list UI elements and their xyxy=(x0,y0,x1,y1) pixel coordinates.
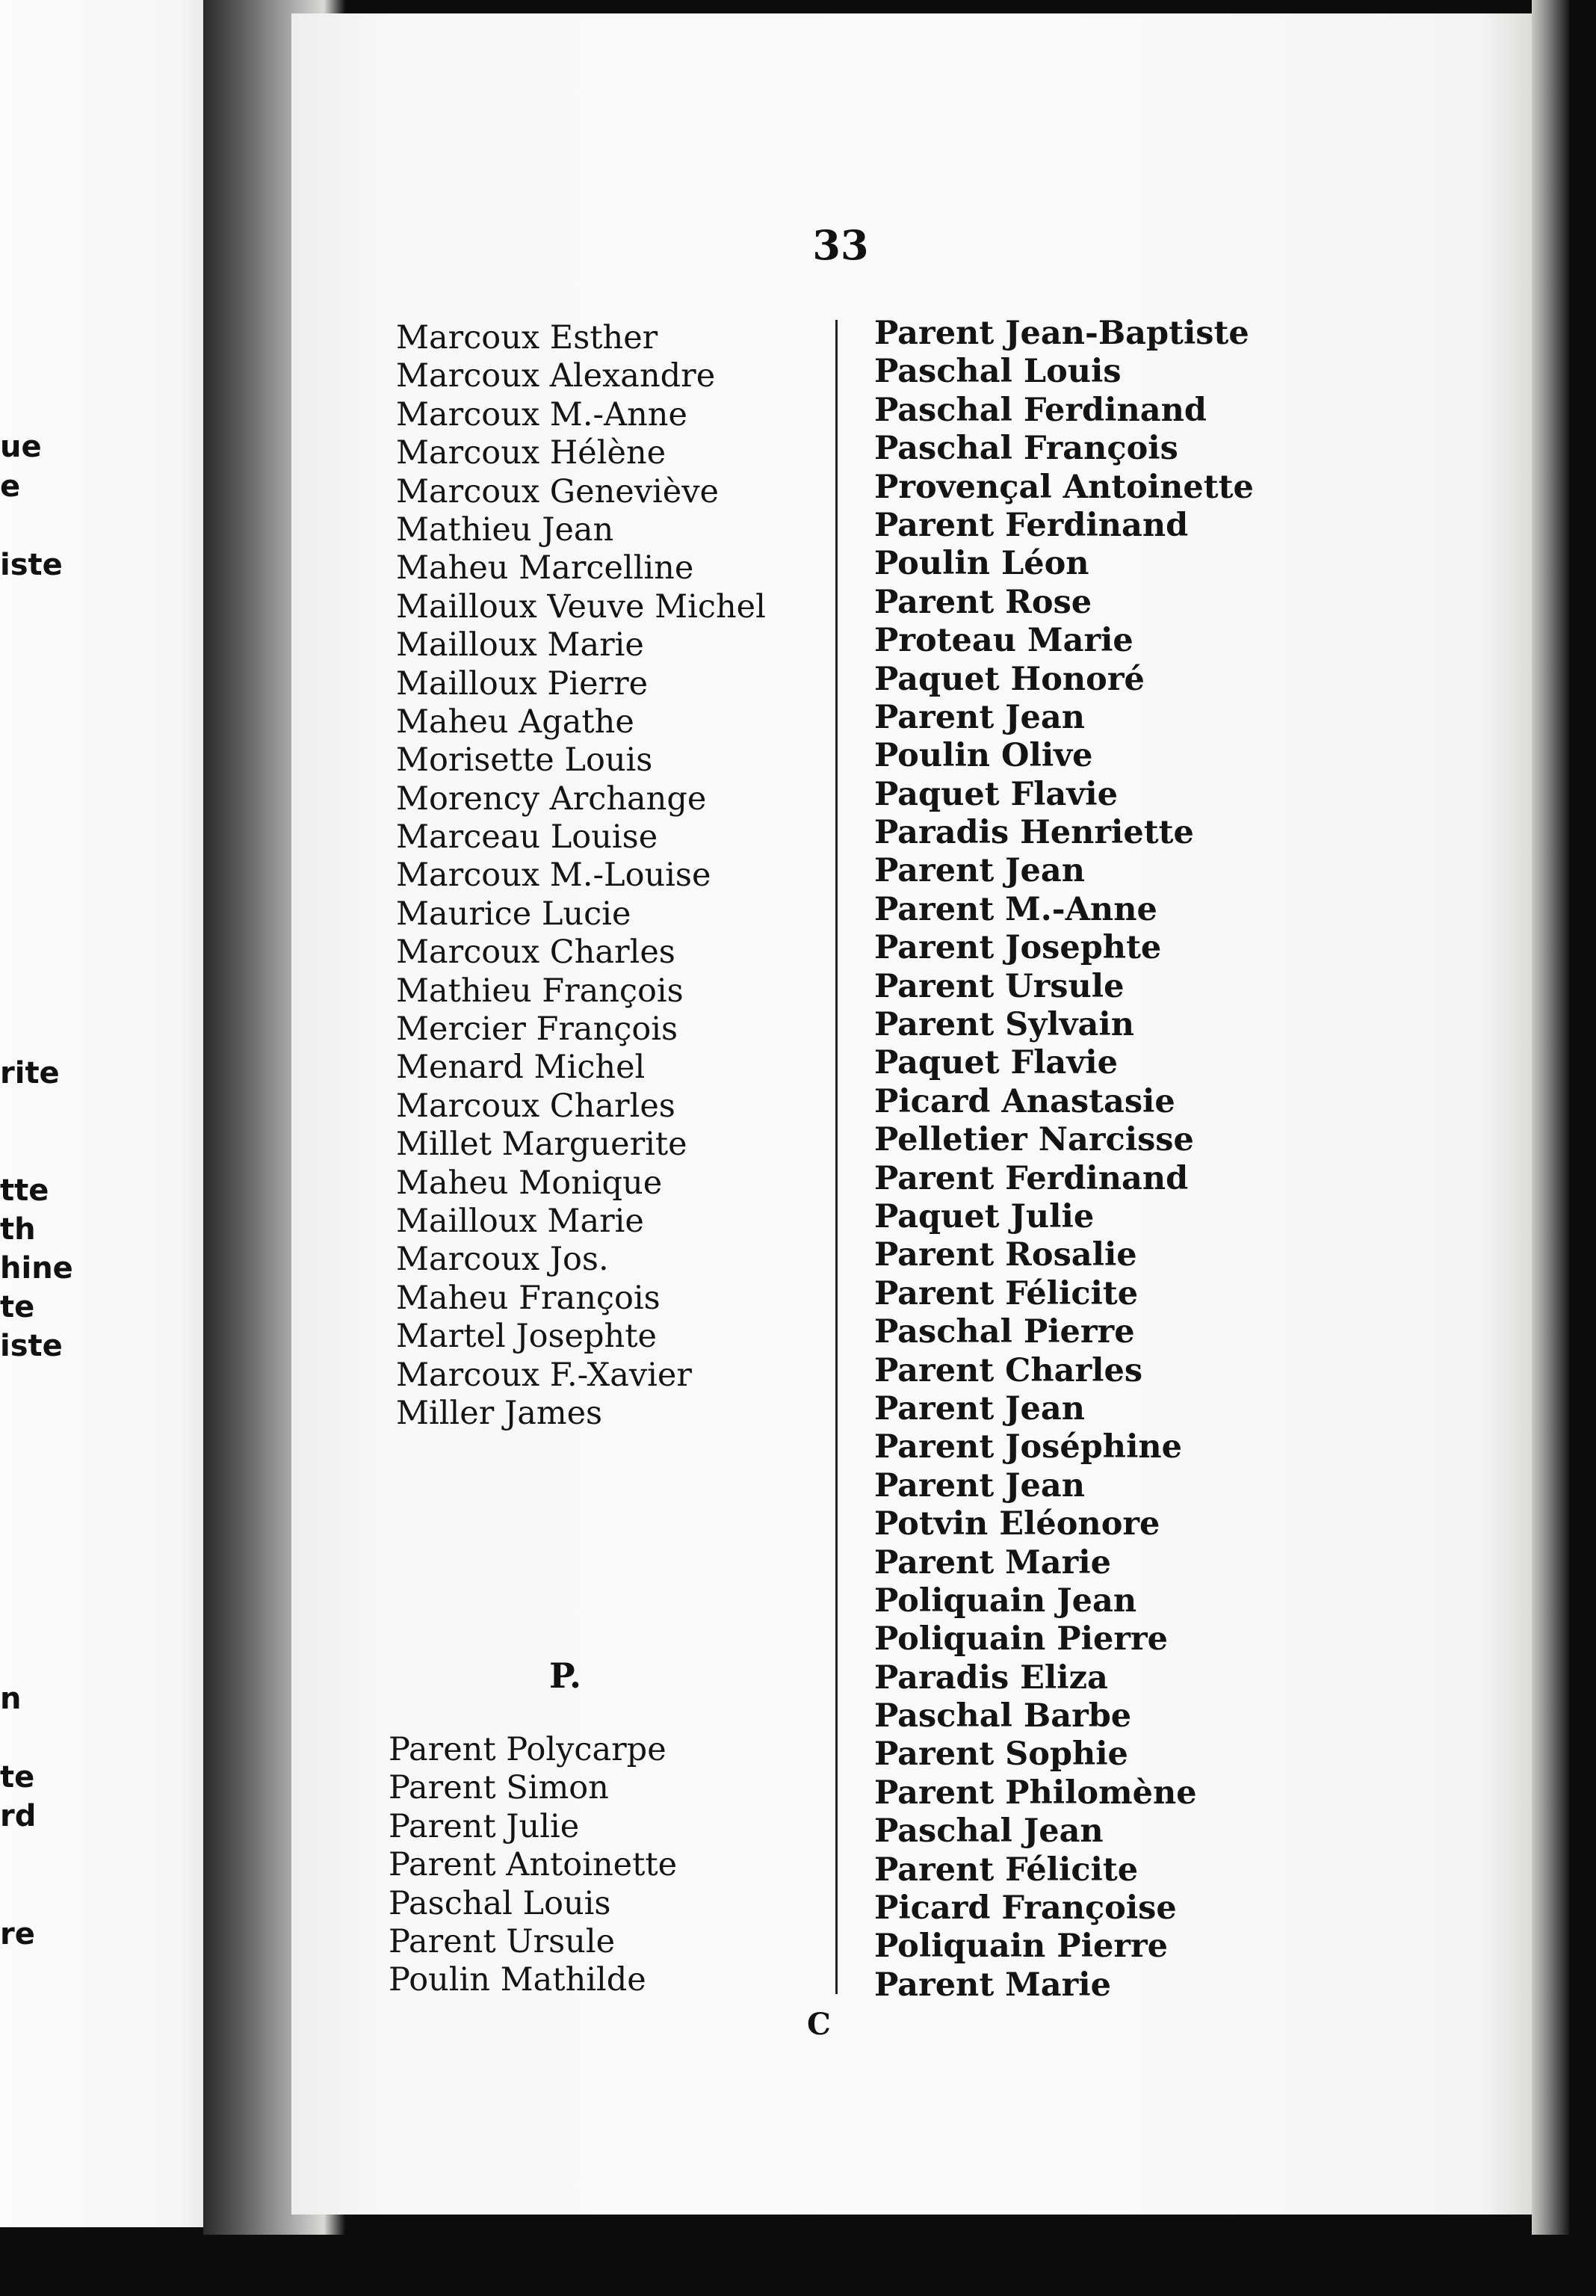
name-entry: Marcoux Hélène xyxy=(396,434,666,472)
name-entry: Morency Archange xyxy=(396,780,707,818)
name-entry: Poliquain Jean xyxy=(874,1581,1137,1620)
name-entry: Mathieu Jean xyxy=(396,510,614,549)
section-heading: P. xyxy=(549,1655,581,1696)
name-entry: Morisette Louis xyxy=(396,741,653,780)
name-entry: Marcoux Geneviève xyxy=(396,472,719,510)
name-list-right xyxy=(874,315,1254,2005)
name-entry: Paschal Jean xyxy=(874,1812,1104,1851)
name-entry: Parent Marie xyxy=(874,1966,1111,2004)
signature-mark: C xyxy=(807,2007,831,2042)
name-entry: Paquet Flavie xyxy=(874,775,1118,813)
name-entry: Mailloux Marie xyxy=(396,1202,644,1240)
fragment-text: ue xyxy=(0,430,42,464)
name-entry: Parent Rose xyxy=(874,583,1092,621)
name-entry: Parent Julie xyxy=(389,1807,580,1845)
name-entry: Paschal Louis xyxy=(389,1884,611,1922)
fragment-text: iste xyxy=(0,548,63,582)
fragment-text: rd xyxy=(0,1799,37,1833)
name-entry: Poulin Léon xyxy=(874,545,1089,583)
name-entry: Parent Simon xyxy=(389,1769,609,1807)
name-entry: Marcoux M.-Anne xyxy=(396,395,687,433)
name-entry: Parent Sophie xyxy=(874,1735,1128,1774)
fragment-text: te xyxy=(0,1760,35,1794)
column-divider xyxy=(835,320,838,1994)
name-entry: Parent Marie xyxy=(874,1543,1111,1581)
name-entry: Maheu Monique xyxy=(396,1164,663,1202)
name-entry: Mailloux Veuve Michel xyxy=(396,587,766,626)
fragment-text: re xyxy=(0,1917,35,1951)
name-entry: Parent Jean xyxy=(874,1466,1085,1505)
name-entry: Parent Ursule xyxy=(389,1922,616,1960)
name-entry: Miller James xyxy=(396,1394,603,1432)
name-entry: Marcoux Alexandre xyxy=(396,357,716,395)
name-entry: Parent Joséphine xyxy=(874,1428,1183,1466)
fragment-text: te xyxy=(0,1290,35,1324)
name-entry: Parent Charles xyxy=(874,1351,1143,1389)
name-entry: Paquet Julie xyxy=(874,1197,1095,1235)
name-entry: Poulin Mathilde xyxy=(389,1961,646,1999)
previous-page xyxy=(0,0,224,2227)
name-entry: Maheu Marcelline xyxy=(396,549,694,587)
name-entry: Parent Josephte xyxy=(874,929,1162,967)
name-entry: Parent Ferdinand xyxy=(874,506,1189,544)
name-entry: Provençal Antoinette xyxy=(874,468,1254,506)
name-entry: Maurice Lucie xyxy=(396,895,631,933)
name-entry: Paschal Pierre xyxy=(874,1313,1135,1351)
name-entry: Paschal François xyxy=(874,430,1178,468)
name-entry: Marcoux M.-Louise xyxy=(396,857,711,895)
name-entry: Parent Ursule xyxy=(874,967,1125,1005)
name-entry: Parent Félicite xyxy=(874,1274,1139,1312)
page-edge-shadow xyxy=(1532,0,1569,2235)
fragment-text: rite xyxy=(0,1056,60,1090)
name-entry: Menard Michel xyxy=(396,1049,646,1087)
name-entry: Millet Marguerite xyxy=(396,1126,687,1164)
name-entry: Paradis Eliza xyxy=(874,1658,1108,1697)
name-entry: Mathieu François xyxy=(396,972,684,1010)
name-entry: Parent Jean xyxy=(874,1389,1085,1428)
name-entry: Poliquain Pierre xyxy=(874,1620,1168,1658)
name-entry: Marcoux Charles xyxy=(396,1087,675,1125)
name-entry: Mailloux Marie xyxy=(396,626,644,664)
fragment-text: n xyxy=(0,1682,22,1716)
name-entry: Maheu François xyxy=(396,1279,661,1317)
fragment-text: e xyxy=(0,469,21,504)
name-list-m xyxy=(396,319,766,1433)
name-entry: Paradis Henriette xyxy=(874,814,1194,852)
name-entry: Poulin Olive xyxy=(874,737,1093,775)
name-entry: Marcoux Charles xyxy=(396,933,675,972)
name-entry: Proteau Marie xyxy=(874,622,1133,660)
name-entry: Parent Félicite xyxy=(874,1851,1139,1889)
name-entry: Parent Jean xyxy=(874,698,1085,736)
name-entry: Potvin Eléonore xyxy=(874,1505,1160,1543)
fragment-text: iste xyxy=(0,1329,63,1363)
name-entry: Parent Rosalie xyxy=(874,1236,1137,1274)
fragment-text: th xyxy=(0,1212,36,1247)
name-entry: Paschal Ferdinand xyxy=(874,391,1207,429)
name-entry: Marceau Louise xyxy=(396,818,658,857)
name-entry: Parent Philomène xyxy=(874,1774,1197,1812)
name-entry: Pelletier Narcisse xyxy=(874,1121,1194,1159)
name-entry: Parent Jean xyxy=(874,852,1085,890)
name-entry: Paquet Flavie xyxy=(874,1044,1118,1082)
name-entry: Marcoux Esther xyxy=(396,319,658,357)
name-entry: Parent Antoinette xyxy=(389,1846,678,1884)
fragment-text: hine xyxy=(0,1251,73,1286)
name-entry: Maheu Agathe xyxy=(396,703,634,741)
name-entry: Mailloux Pierre xyxy=(396,664,649,703)
name-entry: Parent Polycarpe xyxy=(389,1731,666,1768)
name-entry: Martel Josephte xyxy=(396,1318,657,1356)
name-entry: Mercier François xyxy=(396,1010,678,1049)
name-list-p xyxy=(389,1731,677,2000)
name-entry: Marcoux Jos. xyxy=(396,1241,609,1279)
name-entry: Poliquain Pierre xyxy=(874,1928,1168,1966)
name-entry: Parent M.-Anne xyxy=(874,890,1157,928)
name-entry: Picard Anastasie xyxy=(874,1082,1175,1120)
name-entry: Parent Sylvain xyxy=(874,1006,1134,1044)
page-number: 33 xyxy=(812,221,869,269)
name-entry: Picard Françoise xyxy=(874,1889,1177,1928)
name-entry: Paschal Barbe xyxy=(874,1697,1132,1735)
name-entry: Parent Jean-Baptiste xyxy=(874,315,1249,352)
fragment-text: tte xyxy=(0,1173,49,1208)
name-entry: Parent Ferdinand xyxy=(874,1159,1189,1197)
name-entry: Marcoux F.-Xavier xyxy=(396,1356,692,1394)
name-entry: Paquet Honoré xyxy=(874,660,1145,698)
name-entry: Paschal Louis xyxy=(874,353,1122,391)
